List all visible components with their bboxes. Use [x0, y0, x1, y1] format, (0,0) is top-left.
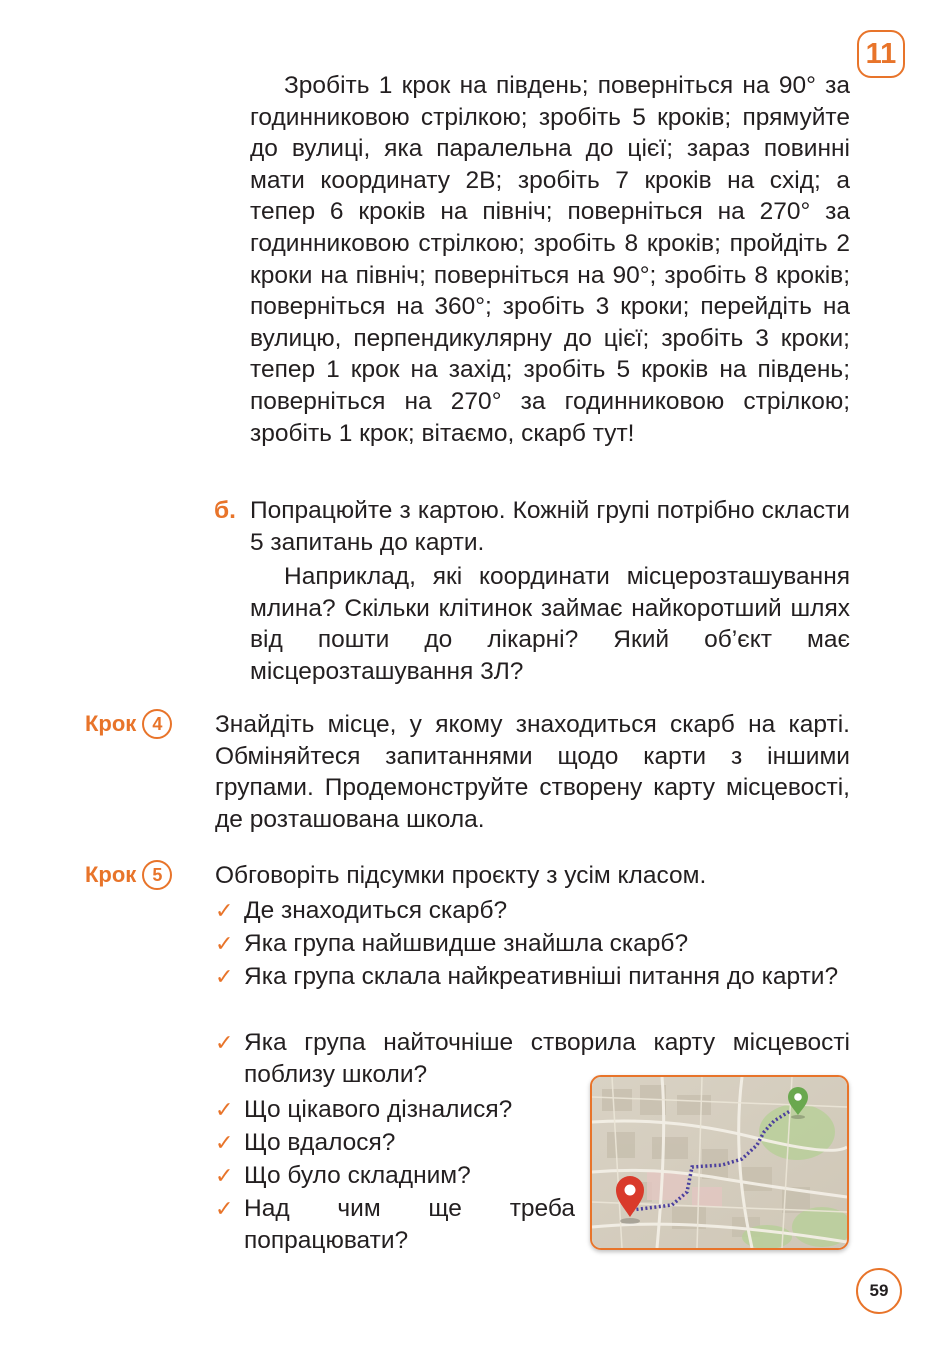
checklist-item [215, 1193, 575, 1256]
checklist-item-text: Що було складним? [244, 1162, 471, 1189]
step-4-text: Знайдіть місце, у якому знаходиться скарб на карті. Обміняйтеся запитаннями щодо карти з іншими групами. Продемонструйте створену карту місцевості, де розташована школа. [215, 711, 850, 833]
checklist-item-text: Що вдалося? [244, 1129, 396, 1156]
checklist-item [215, 1094, 575, 1126]
check-icon: ✓ [215, 1163, 234, 1188]
check-icon: ✓ [215, 964, 234, 989]
check-icon: ✓ [215, 1130, 234, 1155]
checklist-item-text: Що цікавого дізналися? [244, 1096, 513, 1123]
item-b-marker: б. [214, 497, 236, 524]
step-4-word: Крок [85, 711, 137, 736]
check-icon: ✓ [215, 898, 234, 923]
step-4-number: 4 [142, 709, 172, 739]
chapter-number-badge: 11 [857, 30, 905, 78]
checklist-item [215, 895, 850, 927]
item-b-text: Попрацюйте з картою. Кожній групі потрібно скласти 5 запитань до карти. [250, 497, 850, 556]
page-number: 59 [856, 1268, 902, 1314]
item-b-example: Наприклад, які координати місцерозташування млина? Скільки клітинок займає найкоротший шлях від пошти до лікарні? Який об’єкт має місцерозташування 3Л? [250, 563, 850, 685]
checklist-item [215, 1160, 575, 1192]
checklist-item-text: Над чим ще треба попрацювати? [244, 1195, 575, 1254]
checklist-item [215, 928, 850, 960]
step-5-number: 5 [142, 860, 172, 890]
checklist-item-text: Яка група найшвидше знайшла скарб? [244, 930, 689, 957]
route-map-illustration [592, 1077, 847, 1248]
checklist-item-text: Де знаходиться скарб? [244, 897, 508, 924]
step-5-word: Крок [85, 862, 137, 887]
checklist-item-text: Яка група найточніше створила карту місцевості поблизу школи? [244, 1029, 850, 1088]
checklist-item [215, 961, 850, 993]
check-icon: ✓ [215, 1196, 234, 1221]
checklist-item-text: Яка група склала найкреативніші питання до карти? [244, 963, 839, 990]
intro-paragraph: Зробіть 1 крок на південь; поверніться на 90° за годинниковою стрілкою; зробіть 5 кроків; прямуйте до вулиці, яка паралельна до цієї; зараз повинні мати координату 2В; зробіть 7 кроків на схід; а тепер 6 кроків на північ; поверніться на 270° за годинниковою стрілкою; зробіть 8 кроків; пройдіть 2 кроки на північ; поверніться на 90°; зробіть 8 кроків; поверніться на 360°; зробіть 3 кроки; перейдіть на вулицю, перпендикулярну до цієї; зробіть 3 кроки; тепер 1 крок на захід; зробіть 5 кроків на південь; поверніться на 270° за годинниковою стрілкою; зробіть 1 крок; вітаємо, скарб тут! [250, 72, 850, 447]
step-5-label [85, 860, 172, 890]
check-icon: ✓ [215, 1030, 234, 1055]
check-icon: ✓ [215, 931, 234, 956]
checklist-item [215, 1127, 575, 1159]
step-4-label [85, 709, 172, 739]
check-icon: ✓ [215, 1097, 234, 1122]
route-map-image [590, 1075, 849, 1250]
step-5-text: Обговоріть підсумки проєкту з усім класом. [215, 862, 707, 889]
